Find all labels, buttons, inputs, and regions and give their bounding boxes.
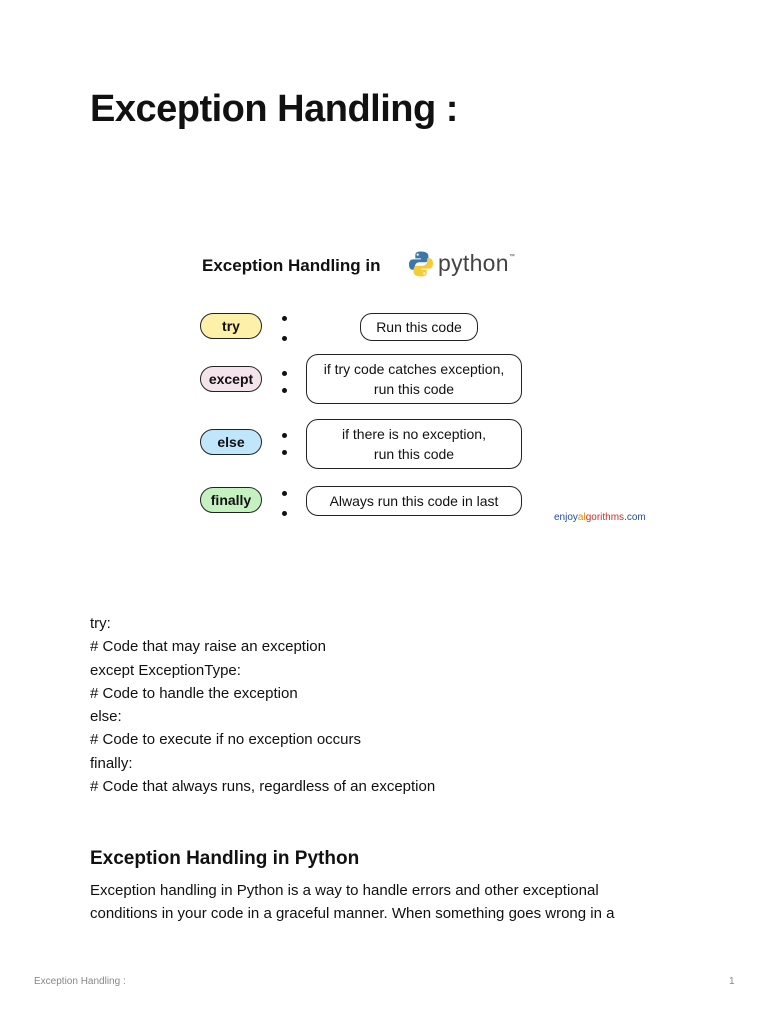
section-paragraph <box>90 879 690 925</box>
section-heading: Exception Handling in Python <box>90 848 360 869</box>
finally-description-box <box>306 486 522 516</box>
except-description-box <box>306 354 522 404</box>
enjoyalgorithms-watermark <box>554 512 646 523</box>
try-description-box <box>360 313 478 341</box>
code-line: # Code that may raise an exception <box>90 638 326 656</box>
else-description-line-1: if there is no exception, <box>342 426 486 442</box>
try-description-text: Run this code <box>376 319 462 335</box>
except-description-line-1: if try code catches exception, <box>323 361 505 377</box>
keyword-try-pill <box>200 313 262 339</box>
watermark-part-2: al <box>577 512 586 523</box>
except-description-line-2: run this code <box>373 381 455 397</box>
colon-separator <box>282 433 288 455</box>
python-wordmark <box>438 250 515 277</box>
else-description-box <box>306 419 522 469</box>
else-description-line-2: run this code <box>373 446 455 462</box>
finally-description-text: Always run this code in last <box>329 493 499 509</box>
keyword-finally-label: finally <box>210 492 252 508</box>
watermark-part-1: enjoy <box>554 512 578 523</box>
keyword-try-label: try <box>222 318 240 334</box>
code-line: finally: <box>90 754 133 772</box>
python-logo-icon <box>408 250 434 278</box>
trademark-mark: ™ <box>508 254 516 260</box>
colon-separator <box>282 316 288 341</box>
exception-handling-diagram <box>196 240 656 540</box>
watermark-part-4: .com <box>624 512 646 523</box>
python-wordmark-text: python <box>438 250 509 276</box>
code-line: # Code that always runs, regardless of an exception <box>90 778 436 796</box>
watermark-part-3: gorithms <box>585 512 625 523</box>
code-example <box>90 612 435 798</box>
keyword-else-label: else <box>217 434 245 450</box>
code-line: # Code to execute if no exception occurs <box>90 731 361 749</box>
paragraph-line: Exception handling in Python is a way to handle errors and other exceptional <box>90 882 599 899</box>
colon-separator <box>282 491 288 516</box>
keyword-else-pill <box>200 429 262 455</box>
keyword-except-label: except <box>208 371 254 387</box>
footer-document-title: Exception Handling : <box>34 976 126 987</box>
keyword-finally-pill <box>200 487 262 513</box>
code-line: except ExceptionType: <box>90 661 241 679</box>
code-line: else: <box>90 708 122 726</box>
diagram-title: Exception Handling in <box>202 256 381 275</box>
footer-page-number: 1 <box>729 976 735 987</box>
colon-separator <box>282 371 288 393</box>
paragraph-line: conditions in your code in a graceful manner. When something goes wrong in a <box>90 905 615 922</box>
keyword-except-pill <box>200 366 262 392</box>
code-line: # Code to handle the exception <box>90 684 298 702</box>
code-line: try: <box>90 615 111 632</box>
page-title: Exception Handling : <box>90 88 458 130</box>
